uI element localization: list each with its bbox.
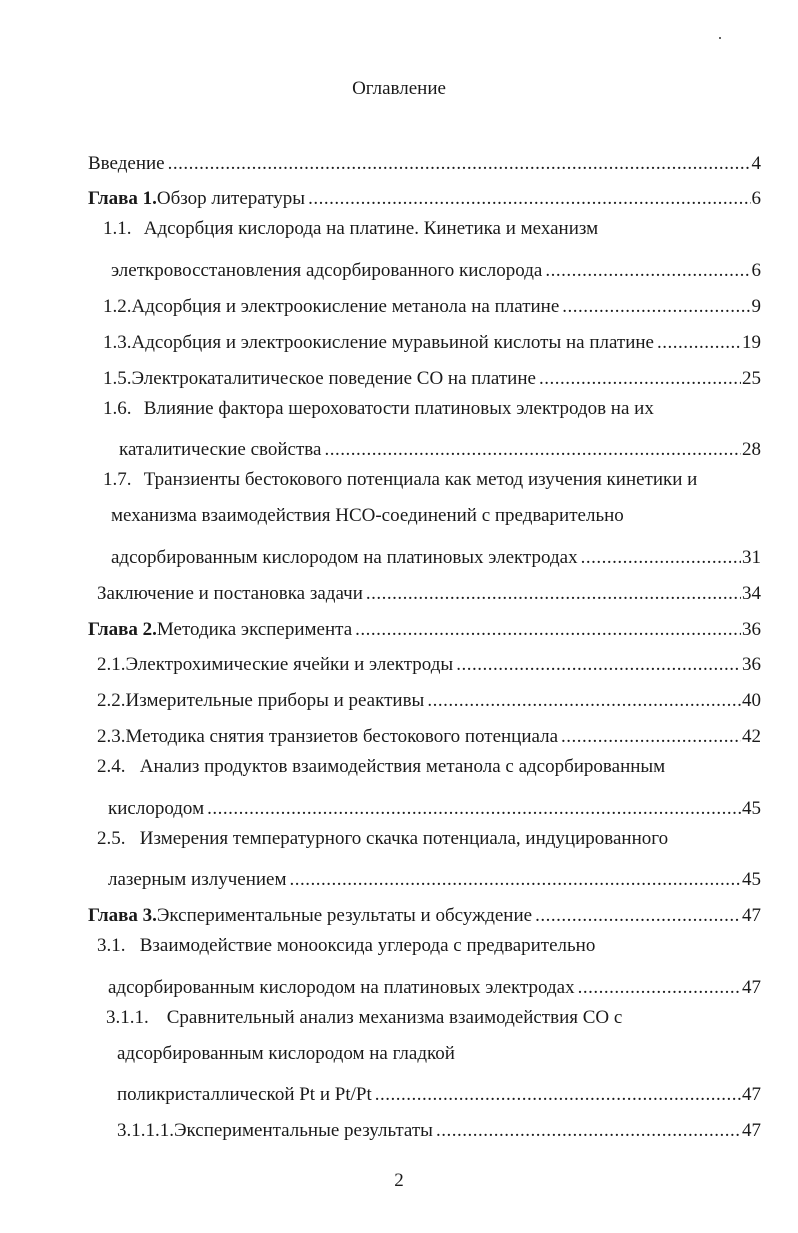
toc-entry-page: 6 [751,188,761,209]
toc-entry-title: адсорбированным кислородом на платиновых электродах [111,547,578,568]
toc-entry-number: 1.5. [103,368,132,389]
toc-entry-title: Электрохимические ячейки и электроды [125,654,454,675]
toc-heading: Оглавление [352,78,446,99]
toc-entry-title: Анализ продуктов взаимодействия метанола с адсорбированным [139,756,666,777]
toc-entry-number: 1.3. [103,332,132,353]
toc-entry-title: Экспериментальные результаты и обсуждение [156,905,533,926]
dot-leader [657,331,741,355]
dot-leader [324,438,741,462]
toc-entry-title: Методика эксперимента [156,619,353,640]
toc-entry-number: 2.2. [97,690,126,711]
toc-entry [97,719,761,749]
toc-entry [88,612,761,642]
toc-entry [103,217,761,247]
toc-entry-page: 25 [742,368,761,389]
toc-entry-number: 2.5. [97,828,126,849]
toc-entry-page: 36 [742,619,761,640]
toc-entry-title: Транзиенты бестокового потенциала как метод изучения кинетики и [143,469,698,490]
toc-entry-number: 1.1. [103,218,132,239]
toc-entry-page: 42 [742,726,761,747]
toc-entry-page: 47 [742,1084,761,1105]
toc-entry-number: 3.1. [97,935,126,956]
toc-entry-title: Адсорбция и электроокисление муравьиной кислоты на платине [131,332,654,353]
toc-entry [111,540,761,570]
toc-entry [119,432,761,462]
toc-entry-number: Глава 1. [88,188,157,209]
toc-entry-title: Взаимодействие монооксида углерода с предварительно [139,935,596,956]
toc-entry-title: Электрокаталитическое поведение СО на платине [131,368,536,389]
toc-entry [97,576,761,606]
toc-entry [103,289,761,319]
toc-entry-title: Сравнительный анализ механизма взаимодействия СО с [166,1007,623,1028]
toc-entry-number: 2.1. [97,654,126,675]
dot-leader [355,618,741,642]
page-number: 2 [394,1170,404,1191]
toc-entry [106,1006,761,1036]
toc-entry-page: 4 [751,153,761,174]
toc-entry-title: Введение [88,153,165,174]
toc-entry-title: адсорбированным кислородом на гладкой [117,1043,455,1064]
toc-entry-title: Методика снятия транзиетов бестокового потенциала [125,726,559,747]
toc-entry-page: 6 [751,260,761,281]
dot-leader [436,1119,741,1143]
dot-leader [290,868,742,892]
dot-leader [578,976,741,1000]
toc-entry [88,181,761,211]
toc-entry-page: 45 [742,798,761,819]
toc-entry [88,146,761,176]
dot-leader [545,259,750,283]
toc-entry-page: 40 [742,690,761,711]
toc-entry [103,468,761,498]
toc-entry [117,1042,761,1072]
dot-leader [308,187,750,211]
scan-speck [719,37,721,39]
toc-entry-page: 9 [751,296,761,317]
toc-entry-page: 34 [742,583,761,604]
toc-entry-number: 1.7. [103,469,132,490]
toc-entry-number: 2.3. [97,726,126,747]
toc-entry-number: 2.4. [97,756,126,777]
toc-entry [97,647,761,677]
toc-entry-title: механизма взаимодействия НСО-соединений с предварительно [111,505,624,526]
toc-entry-number: 1.6. [103,398,132,419]
toc-entry [108,970,761,1000]
toc-entry-number: Глава 3. [88,905,157,926]
toc-entry [88,898,761,928]
dot-leader [539,367,741,391]
toc-entry-title: лазерным излучением [108,869,287,890]
toc-entry-title: поликристаллической Pt и Pt/Pt [117,1084,372,1105]
toc-entry [108,791,761,821]
toc-entry [117,1077,761,1107]
toc-entry-title: Обзор литературы [156,188,306,209]
dot-leader [207,797,741,821]
toc-entry-page: 31 [742,547,761,568]
toc-entry-title: Адсорбция и электроокисление метанола на платине [131,296,560,317]
toc-entry [97,683,761,713]
toc-entry-page: 36 [742,654,761,675]
toc-entry [103,361,761,391]
toc-entry [117,1113,761,1143]
toc-entry [97,827,761,857]
toc-entry-page: 45 [742,869,761,890]
dot-leader [168,152,751,176]
toc-entry-title: Адсорбция кислорода на платине. Кинетика и механизм [143,218,599,239]
toc-entry [103,397,761,427]
toc-entry-page: 47 [742,905,761,926]
toc-entry [97,755,761,785]
toc-entry-title: Измерительные приборы и реактивы [125,690,425,711]
dot-leader [581,546,741,570]
toc-entry [111,253,761,283]
dot-leader [562,295,750,319]
toc-entry [103,325,761,355]
dot-leader [366,582,741,606]
dot-leader [375,1083,741,1107]
toc-entry [111,504,761,534]
toc-entry-title: кислородом [108,798,205,819]
toc-entry-title: Заключение и постановка задачи [97,583,363,604]
toc-entry-number: 3.1.1.1. [117,1120,174,1141]
toc-entry [108,862,761,892]
dot-leader [456,653,741,677]
toc-entry-title: адсорбированным кислородом на платиновых электродах [108,977,575,998]
toc-entry [97,934,761,964]
toc-entry-title: элеткровосстановления адсорбированного кислорода [111,260,543,281]
toc-entry-page: 47 [742,1120,761,1141]
toc-entry-number: 1.2. [103,296,132,317]
dot-leader [427,689,741,713]
dot-leader [561,725,741,749]
toc-entry-title: Влияние фактора шероховатости платиновых электродов на их [143,398,654,419]
toc-entry-title: каталитические свойства [119,439,322,460]
toc-entry-number: 3.1.1. [106,1007,149,1028]
toc-entry-title: Экспериментальные результаты [174,1120,433,1141]
toc-entry-title: Измерения температурного скачка потенциала, индуцированного [139,828,669,849]
toc-entry-page: 47 [742,977,761,998]
toc-entry-number: Глава 2. [88,619,157,640]
toc-entry-page: 28 [742,439,761,460]
dot-leader [535,904,741,928]
toc-entry-page: 19 [742,332,761,353]
